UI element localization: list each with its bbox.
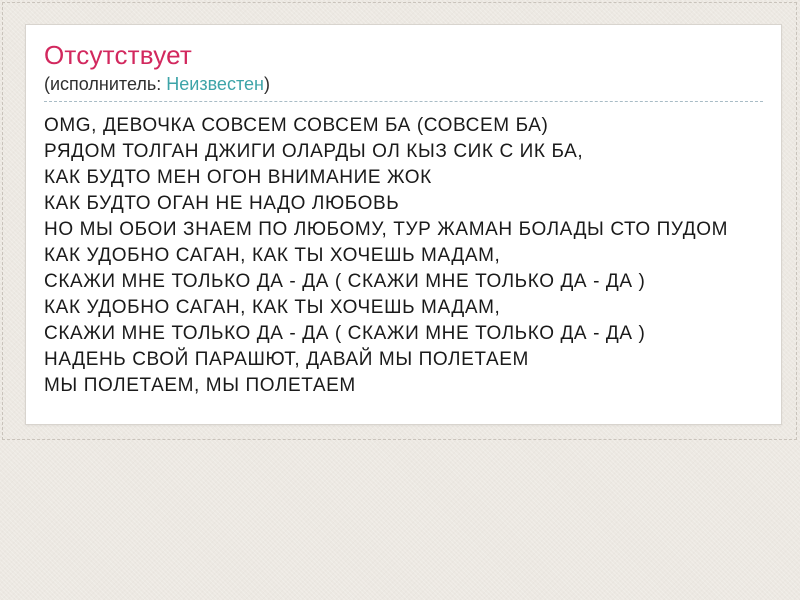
lyric-line: НО МЫ ОБОИ ЗНАЕМ ПО ЛЮБОМУ, ТУР ЖАМАН БОЛАДЫ СТО ПУДОМ	[44, 219, 728, 240]
lyric-line: РЯДОМ ТОЛГАН ДЖИГИ ОЛАРДЫ ОЛ КЫЗ СИК С ИК БА,	[44, 141, 584, 162]
artist-label-prefix: (исполнитель:	[44, 74, 167, 94]
artist-label-suffix: )	[263, 74, 270, 94]
lyric-line: МЫ ПОЛЕТАЕМ, МЫ ПОЛЕТАЕМ	[44, 375, 356, 396]
lyric-line: КАК УДОБНО САГАН, КАК ТЫ ХОЧЕШЬ МАДАМ,	[44, 297, 501, 318]
lyric-line: КАК БУДТО ОГАН НЕ НАДО ЛЮБОВЬ	[44, 193, 400, 214]
song-title: Отсутствует	[44, 40, 193, 70]
lyric-line: КАК УДОБНО САГАН, КАК ТЫ ХОЧЕШЬ МАДАМ,	[44, 245, 501, 266]
content-dashed-frame	[2, 2, 797, 440]
lyrics-card	[25, 24, 782, 425]
artist-line	[44, 72, 763, 96]
lyric-line: НАДЕНЬ СВОЙ ПАРАШЮТ, ДАВАЙ МЫ ПОЛЕТАЕМ	[44, 349, 529, 370]
artist-link[interactable]: Неизвестен	[166, 74, 264, 94]
lyric-line: СКАЖИ МНЕ ТОЛЬКО ДА - ДА ( СКАЖИ МНЕ ТОЛЬКО ДА - ДА )	[44, 271, 646, 292]
header-separator	[44, 101, 763, 102]
lyric-line: OMG, ДЕВОЧКА СОВСЕМ СОВСЕМ БА (СОВСЕМ БА)	[44, 115, 549, 136]
lyric-line: КАК БУДТО МЕН ОГОН ВНИМАНИЕ ЖОК	[44, 167, 432, 188]
lyrics-text	[44, 113, 763, 399]
lyric-line: СКАЖИ МНЕ ТОЛЬКО ДА - ДА ( СКАЖИ МНЕ ТОЛЬКО ДА - ДА )	[44, 323, 646, 344]
